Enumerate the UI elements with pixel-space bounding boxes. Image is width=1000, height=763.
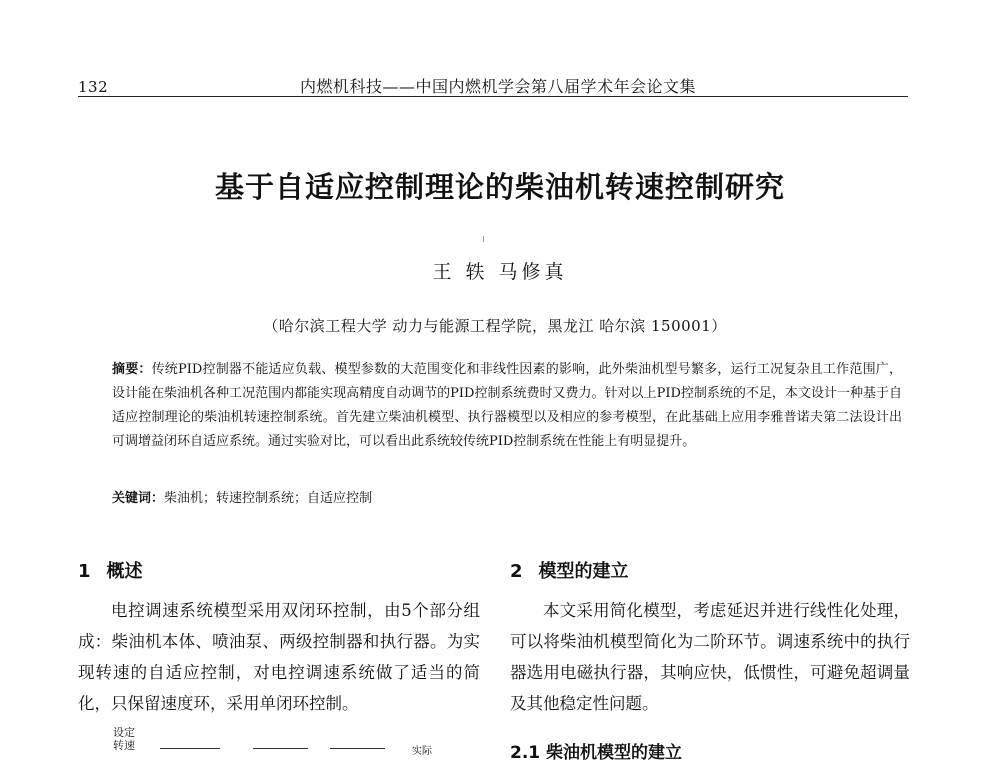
keywords-label: 关键词： bbox=[112, 491, 165, 506]
page-number: 132 bbox=[78, 78, 109, 96]
paper-affiliation: （哈尔滨工程大学 动力与能源工程学院，黑龙江 哈尔滨 150001） bbox=[263, 317, 727, 335]
keywords-text: 柴油机；转速控制系统；自适应控制 bbox=[164, 491, 373, 506]
section-2-paragraph: 本文采用简化模型，考虑延迟并进行线性化处理，可以将柴油机模型简化为二阶环节。调速系统中的执行器选用电磁执行器，其响应快，低惯性，可避免超调量及其他稳定性问题。 bbox=[510, 601, 910, 713]
figure-block-line bbox=[160, 748, 220, 749]
section-1-number: 1 bbox=[78, 561, 91, 582]
subsection-2-1-heading: 2.1 柴油机模型的建立 bbox=[510, 743, 683, 763]
running-header: 内燃机科技——中国内燃机学会第八届学术年会论文集 bbox=[300, 77, 697, 96]
section-2-heading bbox=[510, 557, 629, 583]
abstract-label: 摘要： bbox=[112, 362, 152, 377]
figure-label-line-1: 设定 bbox=[113, 726, 135, 739]
figure-input-label bbox=[113, 726, 135, 752]
abstract-text: 传统PID控制器不能适应负载、模型参数的大范围变化和非线性因素的影响，此外柴油机型号繁多，运行工况复杂且工作范围广，设计能在柴油机各种工况范围内都能实现高精度自动调节的PID控制系统费时又费力。针对以上PID控制系统的不足，本文设计一种基于自适应控制理论的柴油机转速控制系统。首先建立柴油机模型、执行器模型以及相应的参考模型，在此基础上应用李雅普诺夫第二法设计出可调增益闭环自适应系统。通过实验对比，可以看出此系统较传统PID控制系统在性能上有明显提升。 bbox=[112, 362, 902, 449]
figure-label-line-2: 转速 bbox=[113, 739, 135, 752]
section-2-number: 2 bbox=[510, 561, 523, 582]
figure-block-line bbox=[253, 748, 308, 749]
section-1-title: 概述 bbox=[106, 561, 143, 582]
paper-title: 基于自适应控制理论的柴油机转速控制研究 bbox=[214, 170, 785, 204]
figure-output-label: 实际 bbox=[412, 746, 432, 757]
paper-authors: 王 轶 马修真 bbox=[432, 261, 568, 283]
section-1-body bbox=[78, 595, 480, 719]
keywords bbox=[112, 487, 902, 506]
scan-mark bbox=[483, 236, 484, 242]
header-rule bbox=[78, 96, 908, 97]
section-1-paragraph: 电控调速系统模型采用双闭环控制，由5个部分组成：柴油机本体、喷油泵、两级控制器和执行器。为实现转速的自适应控制，对电控调速系统做了适当的简化，只保留速度环，采用单闭环控制。 bbox=[78, 601, 480, 713]
abstract bbox=[112, 358, 902, 454]
section-2-body bbox=[510, 595, 910, 719]
figure-block-line bbox=[330, 748, 385, 749]
section-2-title: 模型的建立 bbox=[538, 561, 629, 582]
section-1-heading bbox=[78, 557, 143, 583]
